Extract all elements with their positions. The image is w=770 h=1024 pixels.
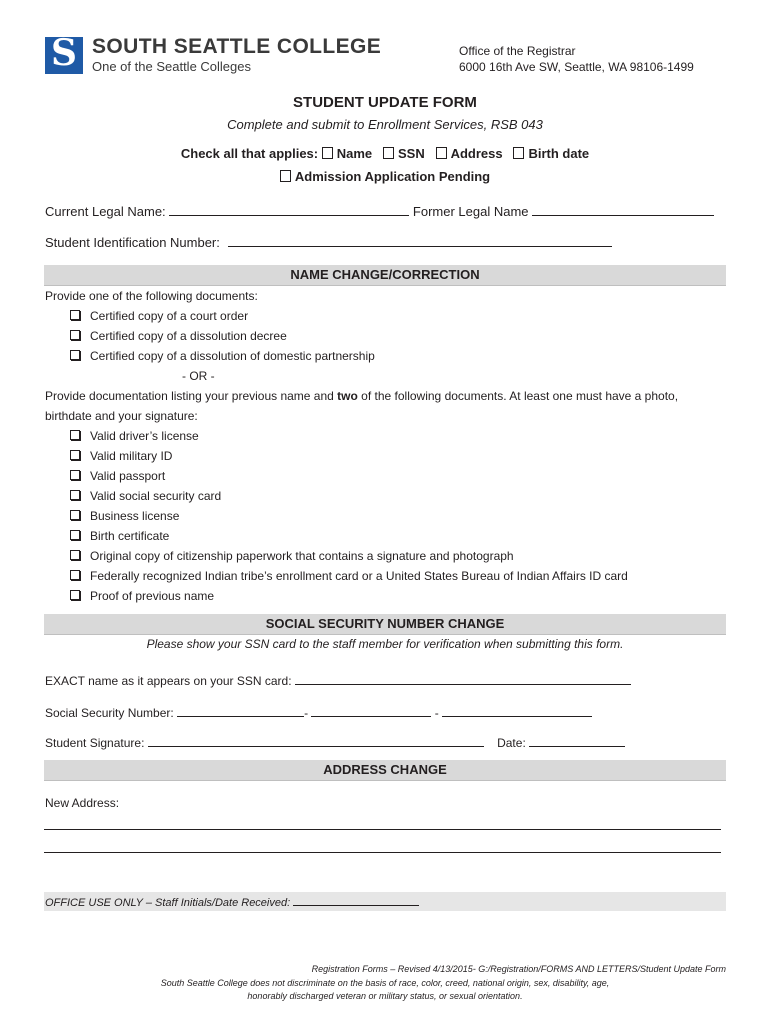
form-title: STUDENT UPDATE FORM <box>293 94 477 111</box>
list-item-label: Valid social security card <box>90 489 222 503</box>
list-item-label: Valid passport <box>90 469 166 483</box>
signature-label: Student Signature: <box>45 736 145 750</box>
document-checkbox[interactable] <box>70 310 80 320</box>
list-item <box>70 328 287 344</box>
list-item-label: Certified copy of a court order <box>90 309 249 323</box>
ssn-change-heading: SOCIAL SECURITY NUMBER CHANGE <box>265 616 505 631</box>
document-checkbox[interactable] <box>70 450 80 460</box>
student-id-field[interactable] <box>228 233 612 247</box>
name-checkbox[interactable] <box>322 147 333 159</box>
document-checkbox[interactable] <box>70 470 80 480</box>
registrar-block <box>459 43 694 75</box>
footer-nondiscrimination-1: South Seattle College does not discriminate on the basis of race, color, creed, national origin, sex, disability, age, <box>160 978 610 988</box>
form-subtitle: Complete and submit to Enrollment Services, RSB 043 <box>227 117 543 132</box>
document-checkbox[interactable] <box>70 550 80 560</box>
exact-name-field[interactable] <box>295 671 631 685</box>
college-logo-letter: S <box>51 32 77 74</box>
list-item <box>70 468 165 484</box>
document-checkbox[interactable] <box>70 590 80 600</box>
student-id-label: Student Identification Number: <box>45 235 220 250</box>
list-item <box>70 488 221 504</box>
list-item-label: Federally recognized Indian tribe’s enrollment card or a United States Bureau of Indian Affairs ID card <box>90 569 628 583</box>
ssn-note: Please show your SSN card to the staff member for verification when submitting this form. <box>146 637 624 651</box>
signature-row <box>45 733 625 751</box>
list-item-label: Birth certificate <box>90 529 170 543</box>
name-change-intro: Provide one of the following documents: <box>45 289 258 303</box>
list-item <box>70 548 514 564</box>
document-checkbox[interactable] <box>70 430 80 440</box>
current-legal-name-label: Current Legal Name: <box>45 204 166 219</box>
ssn-row <box>45 703 592 721</box>
current-legal-name-row <box>45 202 714 220</box>
ssn-dash: - <box>434 706 439 720</box>
office-use-row <box>45 894 419 911</box>
list-item <box>70 588 214 604</box>
list-item-label: Certified copy of a dissolution of domestic partnership <box>90 349 375 363</box>
check-all-row <box>0 146 770 162</box>
ssn-option: SSN <box>398 146 425 161</box>
alt-intro-bold: two <box>337 389 358 403</box>
date-field[interactable] <box>529 733 625 747</box>
registrar-office: Office of the Registrar <box>459 44 576 58</box>
admission-pending-checkbox[interactable] <box>280 170 291 182</box>
alt-intro <box>45 388 678 404</box>
list-item-label: Original copy of citizenship paperwork that contains a signature and photograph <box>90 549 514 563</box>
list-item <box>70 568 628 584</box>
name-change-heading: NAME CHANGE/CORRECTION <box>290 267 480 282</box>
registrar-address: 6000 16th Ave SW, Seattle, WA 98106-1499 <box>459 60 694 74</box>
name-option: Name <box>336 146 373 161</box>
birthdate-option: Birth date <box>528 146 590 161</box>
ssn-part-2-field[interactable] <box>311 703 431 717</box>
document-checkbox[interactable] <box>70 350 80 360</box>
office-use-label: OFFICE USE ONLY – Staff Initials/Date Received: <box>45 897 291 909</box>
address-option: Address <box>450 146 503 161</box>
list-item <box>70 448 172 464</box>
current-legal-name-field[interactable] <box>169 202 409 216</box>
new-address-label: New Address: <box>45 796 120 810</box>
list-item <box>70 508 179 524</box>
list-item-label: Valid driver’s license <box>90 429 199 443</box>
ssn-dash: - <box>304 706 309 720</box>
or-divider: - OR - <box>182 369 215 383</box>
office-use-field[interactable] <box>293 894 419 906</box>
document-checkbox[interactable] <box>70 510 80 520</box>
address-line-2-field[interactable] <box>44 852 721 853</box>
list-item-label: Valid military ID <box>90 449 173 463</box>
address-checkbox[interactable] <box>436 147 447 159</box>
list-item <box>70 308 248 324</box>
former-legal-name-label: Former Legal Name <box>412 204 529 219</box>
document-checkbox[interactable] <box>70 530 80 540</box>
college-name: SOUTH SEATTLE COLLEGE <box>92 35 382 58</box>
ssn-part-3-field[interactable] <box>442 703 592 717</box>
date-label: Date: <box>497 736 526 750</box>
list-item-label: Business license <box>90 509 180 523</box>
alt-intro-line2: birthdate and your signature: <box>45 409 198 423</box>
list-item-label: Proof of previous name <box>90 589 215 603</box>
document-checkbox[interactable] <box>70 330 80 340</box>
signature-field[interactable] <box>148 733 484 747</box>
ssn-checkbox[interactable] <box>383 147 394 159</box>
document-checkbox[interactable] <box>70 570 80 580</box>
list-item <box>70 428 199 444</box>
exact-name-row <box>45 671 631 689</box>
birthdate-checkbox[interactable] <box>513 147 524 159</box>
college-tagline: One of the Seattle Colleges <box>92 59 251 74</box>
check-prefix: Check all that applies: <box>180 146 319 161</box>
student-id-row <box>45 233 612 251</box>
list-item-label: Certified copy of a dissolution decree <box>90 329 287 343</box>
address-change-heading: ADDRESS CHANGE <box>323 762 447 777</box>
list-item <box>70 528 169 544</box>
ssn-part-1-field[interactable] <box>177 703 304 717</box>
admission-pending-option: Admission Application Pending <box>294 169 491 184</box>
check-row-2 <box>0 169 770 185</box>
exact-name-label: EXACT name as it appears on your SSN card: <box>45 674 292 688</box>
former-legal-name-field[interactable] <box>532 202 714 216</box>
address-line-1-field[interactable] <box>44 829 721 830</box>
alt-intro-text-2: of the following documents. At least one must have a photo, <box>357 389 679 403</box>
ssn-label: Social Security Number: <box>45 706 174 720</box>
document-checkbox[interactable] <box>70 490 80 500</box>
alt-intro-text: Provide documentation listing your previous name and <box>45 389 338 403</box>
footer-nondiscrimination-2: honorably discharged veteran or military status, or sexual orientation. <box>247 991 523 1001</box>
list-item <box>70 348 375 364</box>
footer-revision: Registration Forms – Revised 4/13/2015- G:/Registration/FORMS AND LETTERS/Student Update Form <box>311 964 726 974</box>
